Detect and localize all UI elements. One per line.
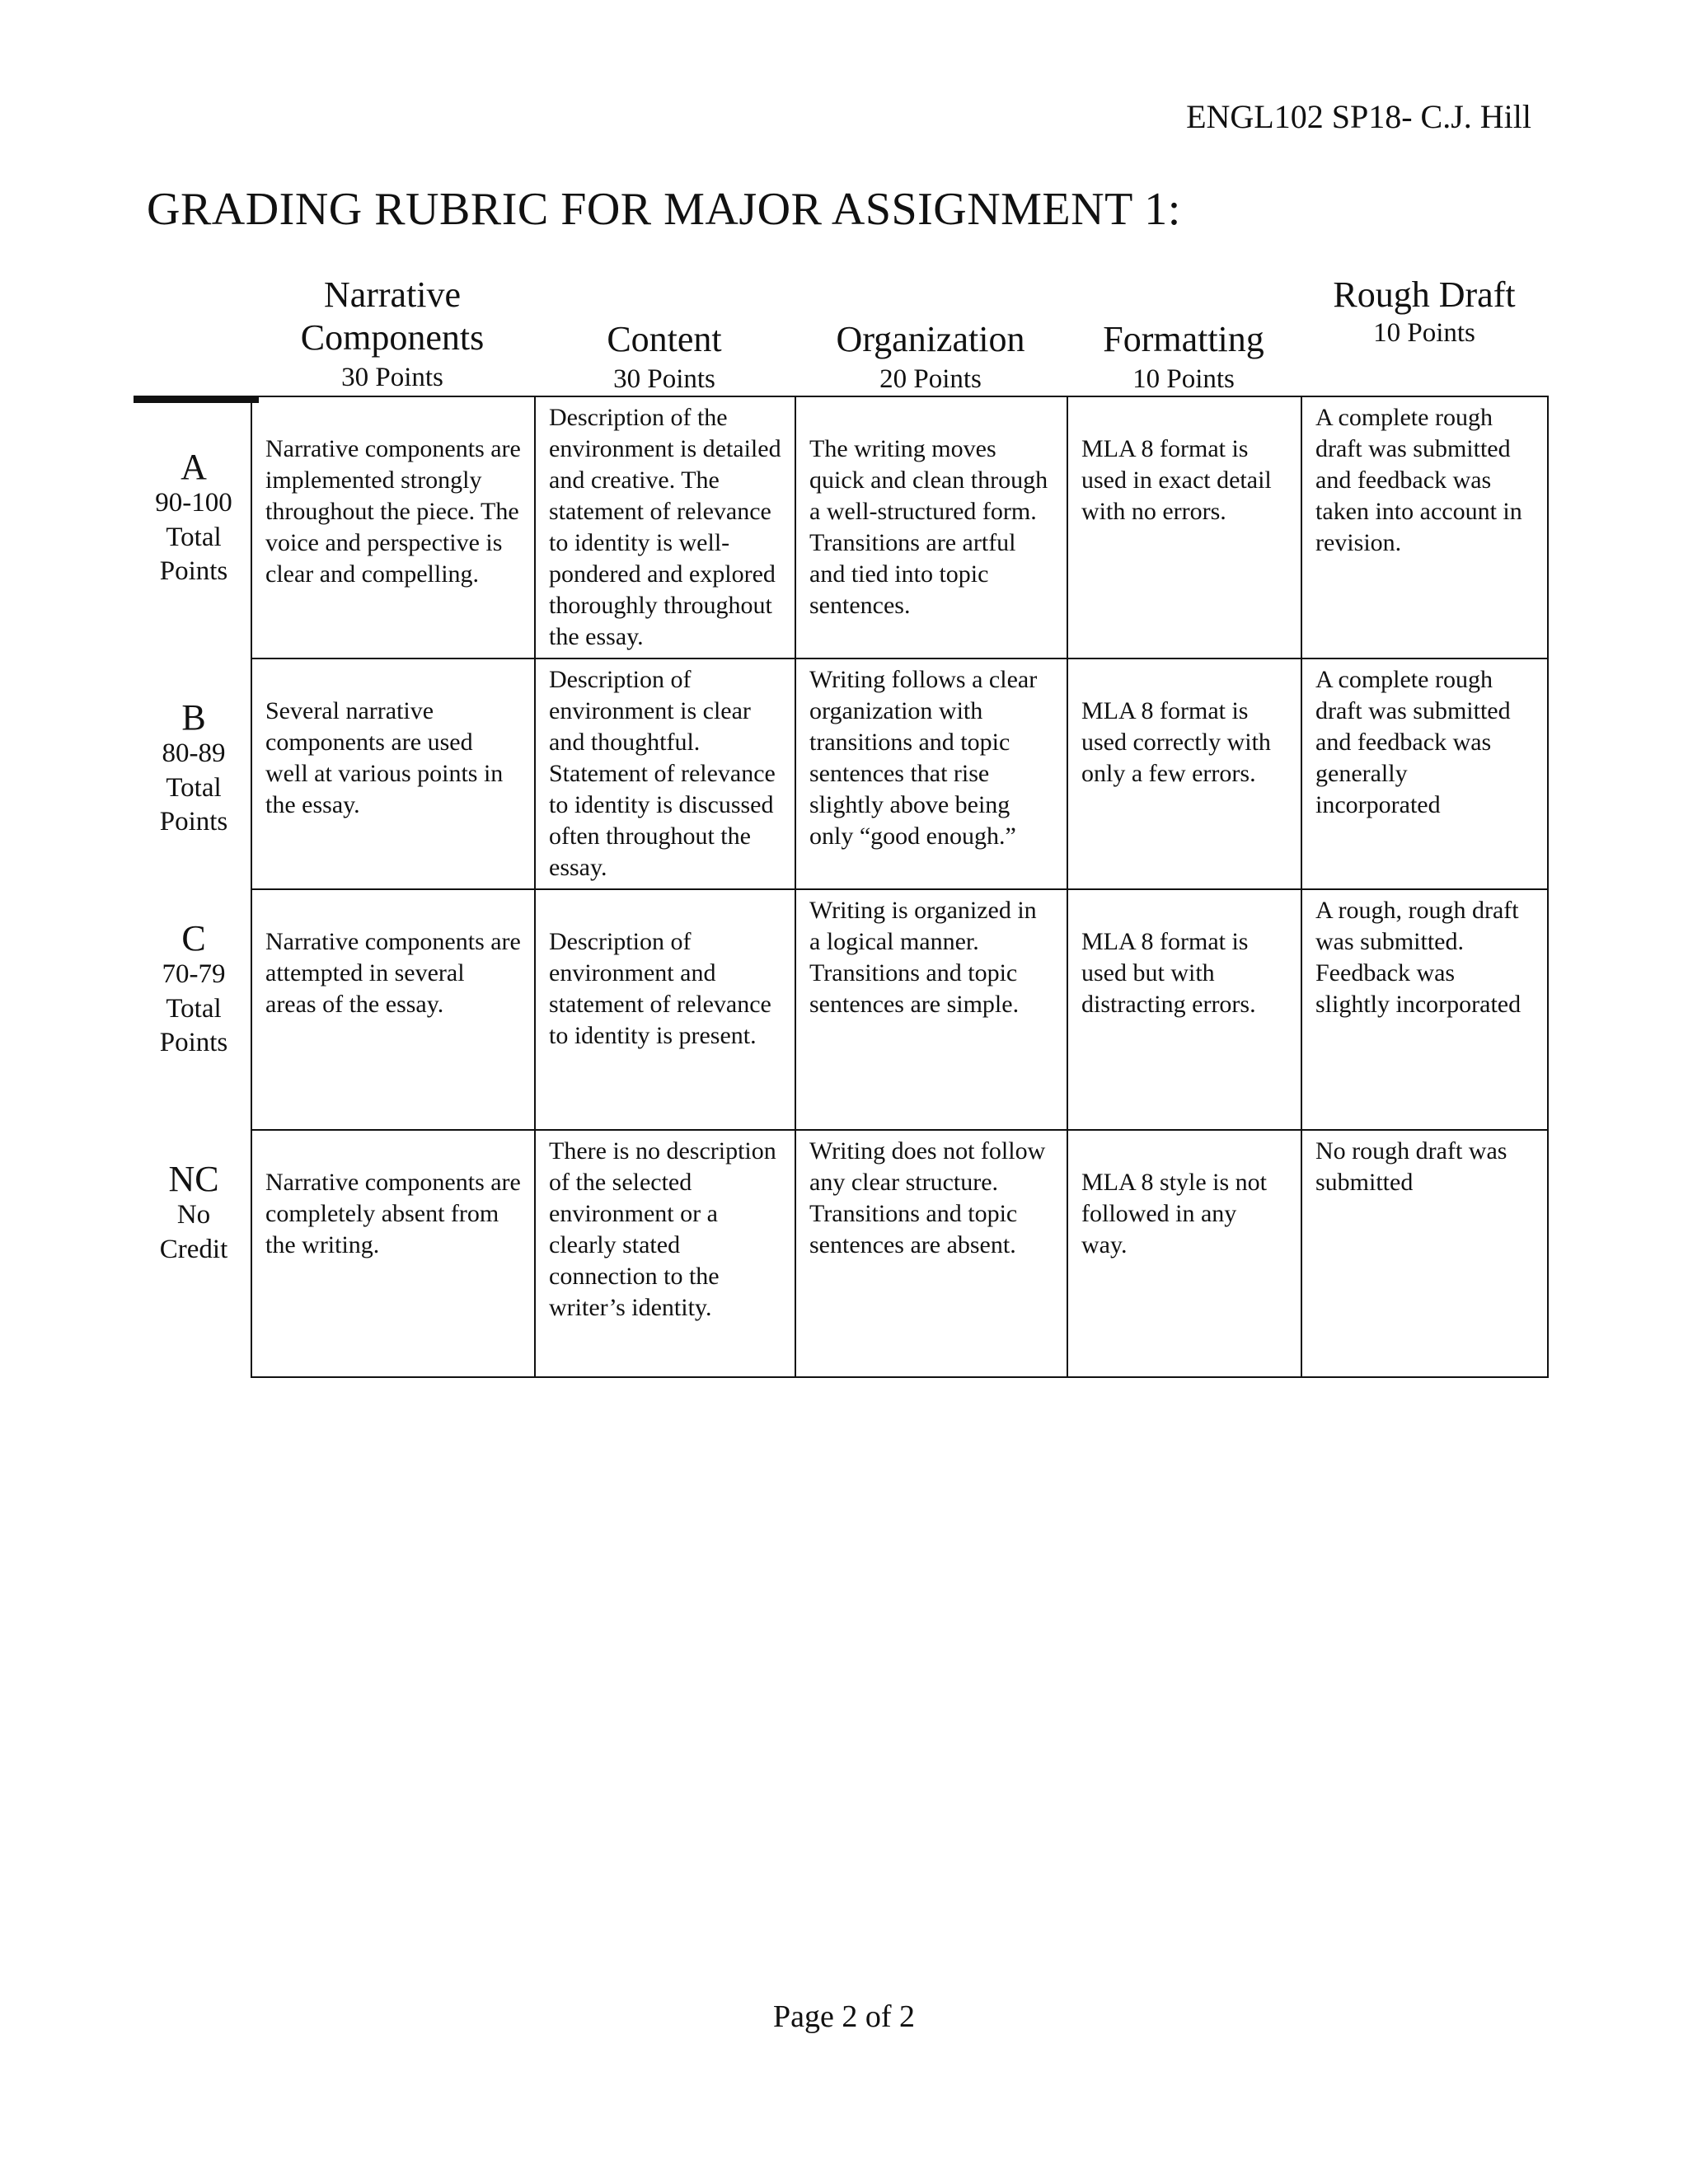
table-cell [251,396,535,658]
cell-text: No rough draft was submitted [1315,1137,1507,1196]
cell-text: Narrative components are implemented strongly throughout the piece. The voice and perspective is clear and compelling. [265,435,521,588]
cell-text: Description of environment and statement of relevance to identity is present. [549,928,771,1049]
row-label-c [132,920,256,1061]
cell-text: MLA 8 style is not followed in any way. [1081,1169,1268,1258]
table-cell [251,1130,535,1377]
table-cell [1301,1130,1548,1377]
grade-range: 90-100 [155,488,232,518]
row-label-a [132,448,256,589]
grade-range: No [176,1200,211,1230]
table-cell [535,889,795,1130]
grade-letter: C [181,918,206,958]
cell-text: The writing moves quick and clean through a well-structured form. Transitions are artful and tied into topic sentences. [809,435,1048,619]
table-cell [535,396,795,658]
cell-text: A complete rough draft was submitted and feedback was generally incorporated [1315,666,1511,818]
cell-text: MLA 8 format is used correctly with only a few errors. [1081,697,1271,787]
page-title: GRADING RUBRIC FOR MAJOR ASSIGNMENT 1: [147,184,1181,235]
grade-label: Total [166,993,222,1024]
table-cell [1067,1130,1301,1377]
grade-letter: NC [168,1159,219,1199]
table-row [251,396,1548,658]
column-header-formatting [1067,321,1301,393]
table-row [251,889,1548,1130]
cell-text: Description of environment is clear and thoughtful. Statement of relevance to identity is discussed often throughout the essay. [549,666,776,881]
table-cell [535,1130,795,1377]
table-cell [1301,396,1548,658]
column-name: Organization [836,319,1025,359]
table-cell [795,658,1067,889]
course-header: ENGL102 SP18- C.J. Hill [1186,98,1531,135]
grade-range: 70-79 [162,959,226,990]
column-points: 30 Points [613,364,715,394]
grade-letter: A [181,447,207,487]
cell-text: Writing does not follow any clear structure. Transitions and topic sentences are absent. [809,1137,1046,1258]
table-cell [1067,658,1301,889]
table-row [251,658,1548,889]
column-header-content [534,321,795,393]
column-name: Components [300,317,485,358]
grade-label: Points [159,807,228,837]
table-cell [1067,889,1301,1130]
grade-label: Total [166,522,222,552]
cell-text: Several narrative components are used well at various points in the essay. [265,697,504,818]
table-row [251,1130,1548,1377]
cell-text: Narrative components are completely absent from the writing. [265,1169,521,1258]
table-cell [795,396,1067,658]
grade-letter: B [181,697,206,738]
table-cell [251,889,535,1130]
table-cell [1067,396,1301,658]
cell-text: Narrative components are attempted in several areas of the essay. [265,928,521,1018]
cell-text: A complete rough draft was submitted and feedback was taken into account in revision. [1315,404,1522,556]
table-cell [535,658,795,889]
column-points: 30 Points [341,363,443,392]
table-cell [1301,658,1548,889]
column-header-rough-draft [1301,274,1548,348]
page-number: Page 2 of 2 [772,1999,916,2034]
cell-text: A rough, rough draft was submitted. Feedback was slightly incorporated [1315,897,1522,1018]
cell-text: Writing follows a clear organization with transitions and topic sentences that rise slightly above being only “good enough.” [809,666,1038,850]
row-label-nc [132,1160,256,1267]
rubric-table [251,396,1549,1378]
column-name: Narrative [323,274,462,315]
grade-label: Credit [159,1234,228,1264]
column-header-organization [795,321,1067,393]
table-cell [795,889,1067,1130]
grade-range: 80-89 [162,738,226,769]
row-label-b [132,699,256,840]
grade-label: Points [159,556,228,587]
header-rule [134,396,259,403]
column-points: 10 Points [1373,318,1475,348]
cell-text: MLA 8 format is used in exact detail with no errors. [1081,435,1272,525]
cell-text: MLA 8 format is used but with distracting errors. [1081,928,1256,1018]
table-cell [1301,889,1548,1130]
column-header-narrative [251,274,534,392]
table-cell [795,1130,1067,1377]
cell-text: Description of the environment is detailed and creative. The statement of relevance to identity is well-pondered and explored thoroughly throughout the essay. [549,404,781,650]
cell-text: There is no description of the selected environment or a clearly stated connection to the writer’s identity. [549,1137,776,1321]
grade-label: Points [159,1028,228,1058]
table-cell [251,658,535,889]
grade-label: Total [166,772,222,803]
column-name: Rough Draft [1333,274,1516,315]
column-name: Content [607,319,722,359]
cell-text: Writing is organized in a logical manner. Transitions and topic sentences are simple. [809,897,1037,1018]
column-points: 20 Points [879,364,982,394]
column-name: Formatting [1103,319,1264,359]
column-points: 10 Points [1132,364,1235,394]
